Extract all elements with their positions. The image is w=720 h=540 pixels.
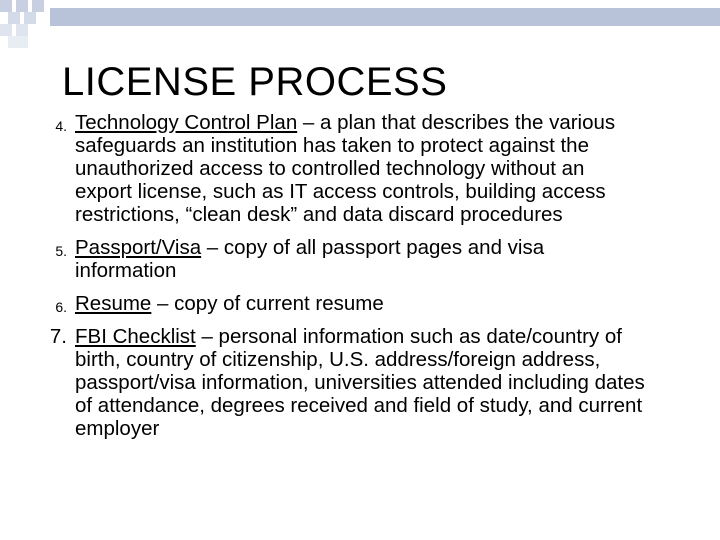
deco-square <box>24 12 36 24</box>
item-text: – a plan that describes the various safeguards an institution has taken to protect against the unauthorized access to controlled technology without an export license, such as IT access controls, building access restrictions, “clean desk” and data discard procedures <box>75 111 616 226</box>
item-number: 7. <box>49 325 67 348</box>
list-item <box>0 236 645 282</box>
list-item <box>0 111 645 226</box>
deco-bar <box>50 8 720 26</box>
item-number: 5. <box>55 243 67 259</box>
deco-square <box>16 24 28 36</box>
slide-title: LICENSE PROCESS <box>62 60 448 104</box>
numbered-list <box>0 111 720 440</box>
item-text: – copy of all passport pages and visa information <box>75 236 545 282</box>
item-term: FBI Checklist <box>75 325 196 348</box>
item-text: – personal information such as date/country of birth, country of citizenship, U.S. address/foreign address, passport/visa information, universities attended including dates of attendance, degrees received and field of study, and current employer <box>75 325 645 440</box>
list-item <box>0 325 645 440</box>
item-number: 4. <box>55 118 67 134</box>
header-decoration <box>0 0 720 60</box>
list-item <box>0 292 645 315</box>
item-term: Technology Control Plan <box>75 111 298 134</box>
deco-square <box>0 24 12 36</box>
deco-square <box>32 0 44 12</box>
deco-square <box>0 0 12 12</box>
deco-square <box>8 12 20 24</box>
item-number: 6. <box>55 299 67 315</box>
deco-square <box>16 0 28 12</box>
deco-square <box>16 36 28 48</box>
item-text: – copy of current resume <box>151 292 384 315</box>
item-term: Passport/Visa <box>75 236 202 259</box>
item-term: Resume <box>75 292 152 315</box>
